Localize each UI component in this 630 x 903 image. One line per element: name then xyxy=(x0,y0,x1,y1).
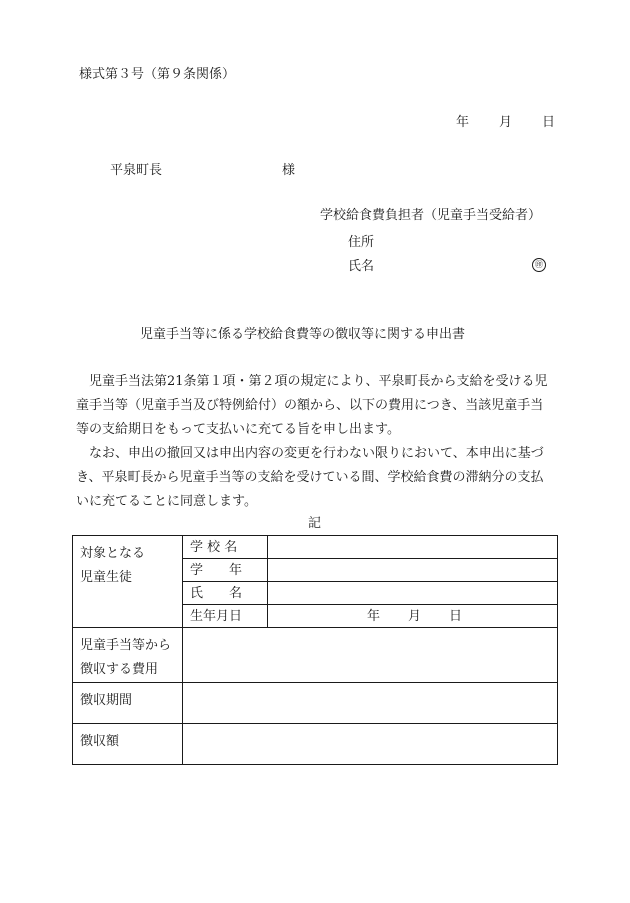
applicant-title: 学校給食費負担者（児童手当受給者） xyxy=(320,208,542,223)
school-name-label: 学 校 名 xyxy=(183,536,268,559)
grade-field[interactable] xyxy=(268,559,558,582)
target-student-label: 対象となる 児童生徒 xyxy=(73,536,183,628)
amount-label: 徴収額 xyxy=(73,724,183,765)
date-year-label: 年 xyxy=(456,115,470,130)
name-label: 氏名 xyxy=(348,259,375,274)
submission-date xyxy=(456,116,555,129)
dob-field[interactable] xyxy=(268,605,558,628)
dob-label: 生年月日 xyxy=(183,605,268,628)
period-label: 徴収期間 xyxy=(73,683,183,724)
date-day-label: 日 xyxy=(542,115,556,130)
fee-label: 児童手当等から 徴収する費用 xyxy=(73,628,183,683)
grade-label: 学 年 xyxy=(183,559,268,582)
addressee: 平泉町長 xyxy=(110,163,163,178)
body-paragraph-1: 児童手当法第21条第１項・第２項の規定により、平泉町長から支給を受ける児童手当等（児童手当及び特例給付）の額から、以下の費用につき、当該児童手当等の支給期日をもって支払いに充てる旨を申し出ます。 xyxy=(76,374,548,437)
body-text xyxy=(76,370,556,514)
period-field[interactable] xyxy=(183,683,558,724)
ki-heading: 記 xyxy=(308,516,322,531)
seal-mark-icon: ㊞ xyxy=(532,258,546,272)
dob-year-label: 年 xyxy=(367,608,381,624)
address-label: 住所 xyxy=(348,235,375,250)
application-table xyxy=(72,535,558,765)
student-name-label: 氏 名 xyxy=(183,582,268,605)
document-title: 児童手当等に係る学校給食費等の徴収等に関する申出書 xyxy=(140,327,466,342)
dob-day-label: 日 xyxy=(449,608,463,624)
fee-field[interactable] xyxy=(183,628,558,683)
honorific: 様 xyxy=(282,163,296,178)
school-name-field[interactable] xyxy=(268,536,558,559)
date-month-label: 月 xyxy=(499,115,513,130)
form-number: 様式第３号（第９条関係） xyxy=(79,67,236,82)
student-name-field[interactable] xyxy=(268,582,558,605)
amount-field[interactable] xyxy=(183,724,558,765)
body-paragraph-2: なお、申出の撤回又は申出内容の変更を行わない限りにおいて、本申出に基づき、平泉町長から児童手当等の支給を受けている間、学校給食費の滞納分の支払いに充てることに同意します。 xyxy=(76,446,544,509)
dob-month-label: 月 xyxy=(408,608,422,624)
